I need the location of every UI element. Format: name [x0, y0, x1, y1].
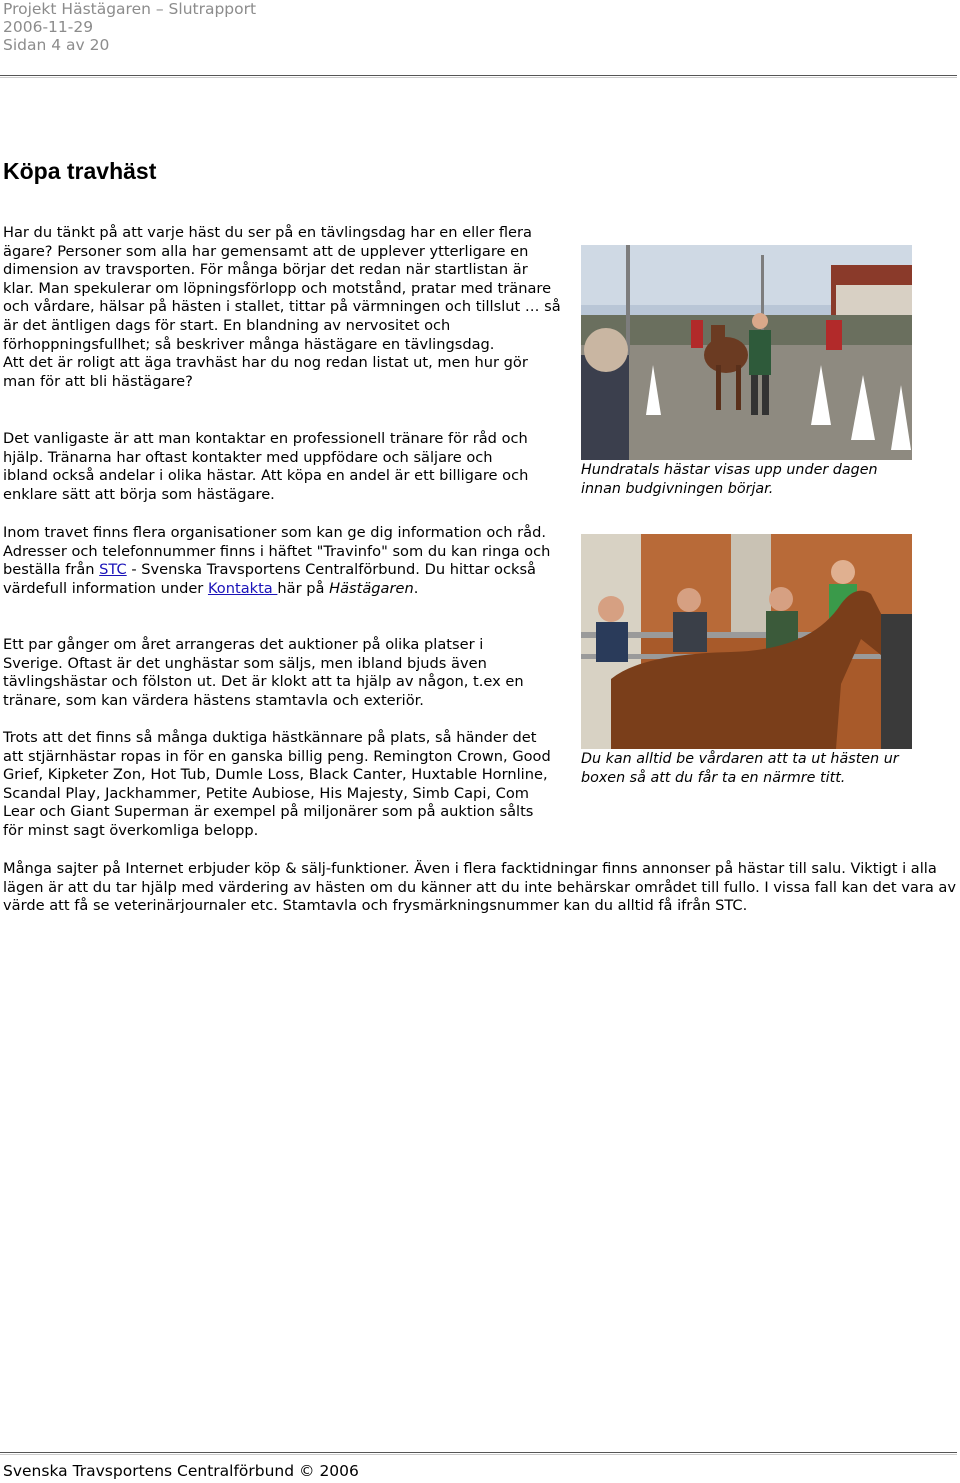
paragraph-question: Att det är roligt att äga travhäst har du nog redan listat ut, men hur gör man för att bli hästägare?	[3, 354, 528, 390]
stc-link[interactable]: STC	[99, 561, 127, 579]
page-header	[3, 0, 256, 54]
paragraph-organisations	[3, 524, 553, 598]
paragraph-trainer: Det vanligaste är att man kontaktar en professionell tränare för råd och hjälp. Tränarna har oftast kontakter med uppfödare och säljare och ibland också andelar i olika hästar. Att köpa en andel är ett billigare och enklare sätt att börja som hästägare.	[3, 430, 529, 503]
paragraph-internet: Många sajter på Internet erbjuder köp & sälj-funktioner. Även i flera facktidningar finns annonser på hästar till salu. Viktigt i alla lägen är att du tar hjälp med värdering av hästen om du känner att du inte behärskar området till fullo. I vissa fall kan det vara av värde att få se veterinärjournaler etc. Stamtavla och frysmärkningsnummer kan du alltid få ifrån STC.	[3, 860, 956, 915]
paragraph-star-horses: Trots att det finns så många duktiga hästkännare på plats, så händer det att stjärnhästar ropas in för en ganska billig peng. Remington Crown, Good Grief, Kipketer Zon, Hot Tub, Dumle Loss, Black Canter, Huxtable Hornline, Scandal Play, Jackhammer, Petite Aubiose, His Majesty, Simb Capi, Com Lear och Giant Superman är exempel på miljonärer som på auktion sålts för minst sagt överkomliga belopp.	[3, 729, 551, 839]
text-segment: Inom travet finns flera organisationer som kan ge dig information och råd. Adresser och telefonnummer finns i häftet "Travinfo" som du kan ringa och beställa från	[3, 524, 551, 579]
paragraph-auctions: Ett par gånger om året arrangeras det auktioner på olika platser i Sverige. Oftast är det unghästar som säljs, men ibland bjuds även tävlingshästar och fölston ut. Det är klokt att ta hjälp av någon, t.ex en tränare, som kan värdera hästens stamtavla och exteriör.	[3, 636, 524, 709]
intro-section	[3, 224, 563, 391]
header-divider	[0, 75, 957, 78]
horse-in-front-of-stable-image	[581, 534, 912, 749]
site-name: Hästägaren	[329, 579, 414, 597]
auction-photo-1	[581, 245, 912, 460]
page-footer: Svenska Travsportens Centralförbund © 2006	[3, 1462, 359, 1480]
photo-caption-1: Hundratals hästar visas upp under dagen innan budgivningen börjar.	[581, 462, 878, 497]
text-segment: .	[413, 579, 419, 597]
page-title: Köpa travhäst	[3, 158, 157, 184]
footer-divider	[0, 1452, 957, 1455]
photo-caption-2: Du kan alltid be vårdaren att ta ut hästen ur boxen så att du får ta en närmre titt.	[581, 751, 899, 786]
kontakta-link[interactable]: Kontakta	[207, 579, 278, 597]
text-segment: här på	[277, 579, 330, 597]
horses-on-display-image	[581, 245, 912, 460]
text-segment: - Svenska Travsportens Centralförbund. Du hittar också värdefull information under	[3, 561, 536, 597]
report-date: 2006-11-29	[3, 18, 94, 36]
page-number: Sidan 4 av 20	[3, 36, 110, 54]
auction-photo-2	[581, 534, 912, 749]
project-title: Projekt Hästägaren – Slutrapport	[3, 0, 257, 18]
paragraph-intro: Har du tänkt på att varje häst du ser på en tävlingsdag har en eller flera ägare? Personer som alla har gemensamt att de upplever ytterligare en dimension av travsporten. För många börjar det redan när startlistan är klar. Man spekulerar om löpningsförlopp och motstånd, pratar med tränare och vårdare, hälsar på hästen i stallet, tittar på värmningen och tillslut … så är det äntligen dags för start. En blandning av nervositet och förhoppningsfullhet; så beskriver många hästägare en tävlingsdag.	[3, 224, 561, 353]
